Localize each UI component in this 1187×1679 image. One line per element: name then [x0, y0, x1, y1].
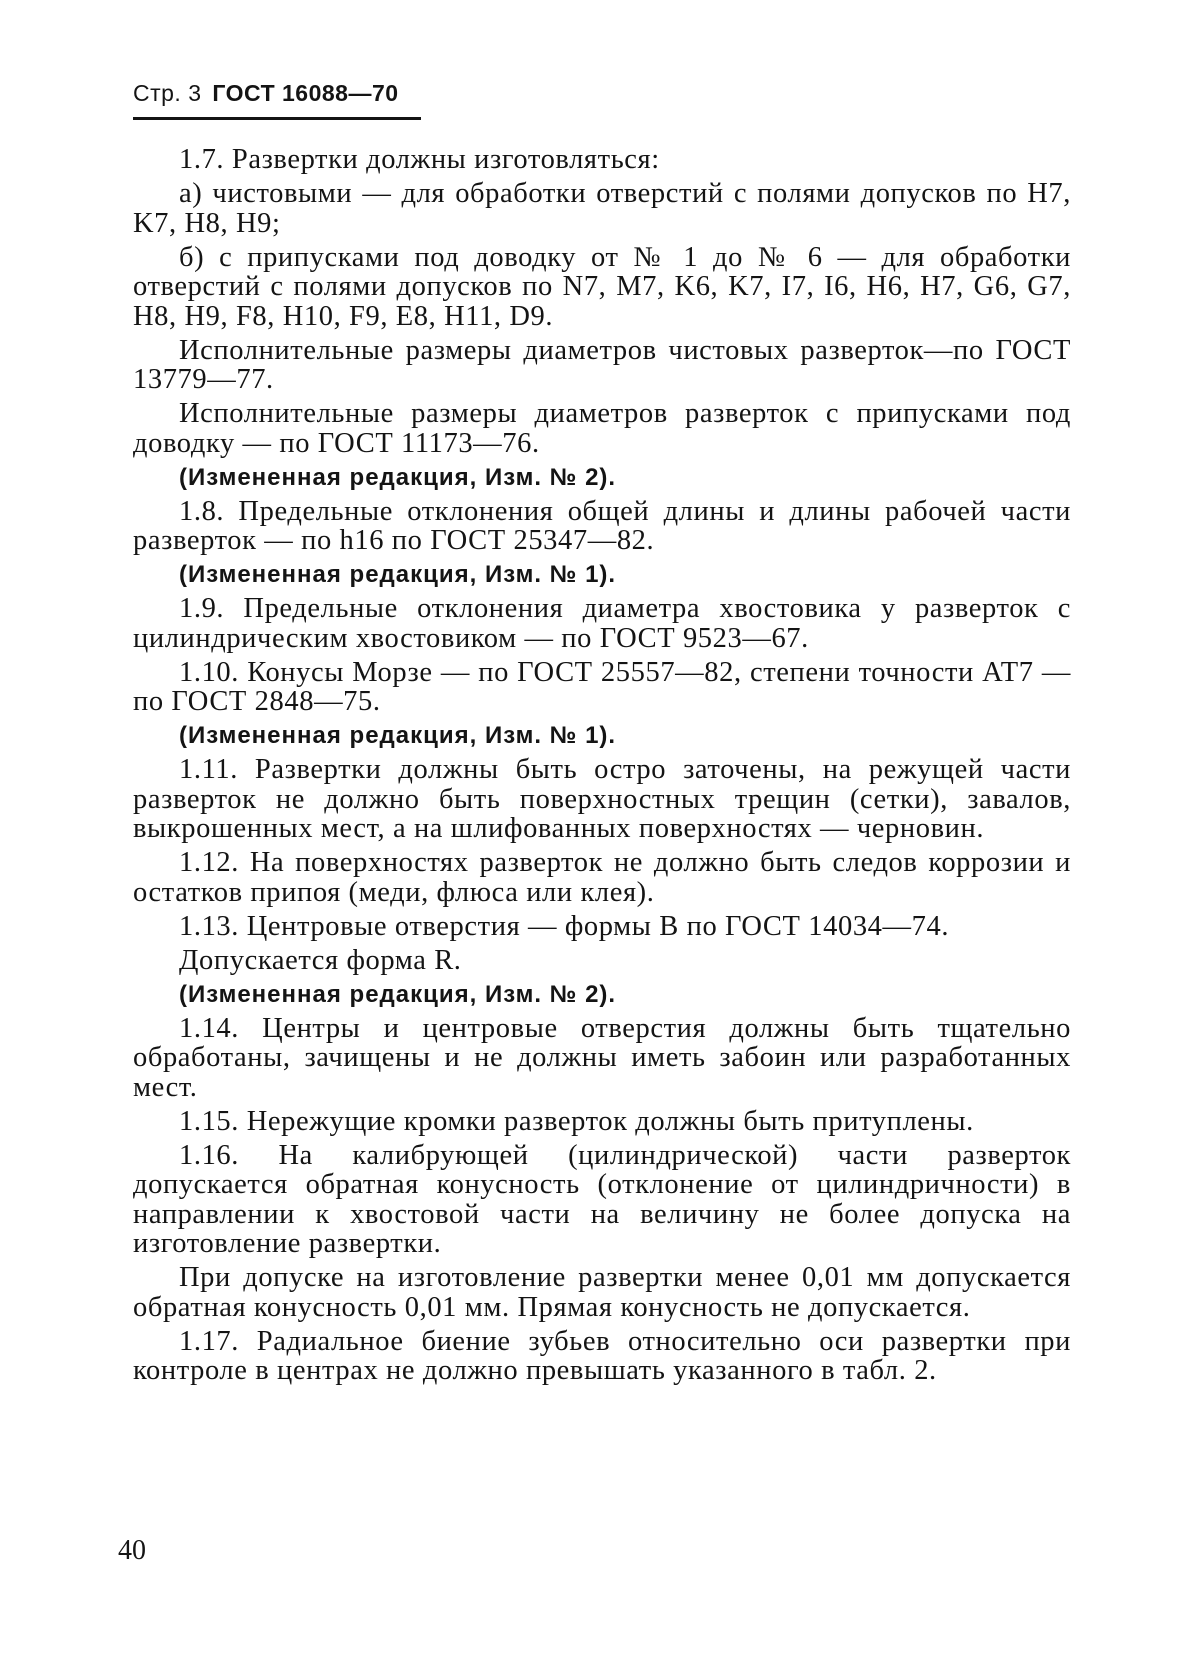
amendment-note: (Измененная редакция, Изм. № 1). — [179, 561, 617, 588]
paragraph: 1.17. Радиальное биение зубьев относительно оси развертки при контроле в центрах не должно превышать указанного в табл. 2. — [133, 1325, 1071, 1386]
paragraph: 1.12. На поверхностях разверток не должно быть следов коррозии и остатков припоя (меди, флюса или клея). — [133, 847, 1071, 908]
paragraph: а) чистовыми — для обработки отверстий с полями допусков по H7, K7, H8, H9; — [133, 178, 1071, 239]
page-number: 40 — [118, 1535, 146, 1566]
paragraph: 1.11. Развертки должны быть остро заточены, на режущей части разверток не должно быть поверхностных трещин (сетки), завалов, выкрошенных мест, а на шлифованных поверхностях — черновин. — [133, 754, 1071, 844]
amendment-note: (Измененная редакция, Изм. № 2). — [179, 980, 617, 1008]
paragraph: 1.14. Центры и центровые отверстия должны быть тщательно обработаны, зачищены и не должны иметь забоин или разработанных мест. — [133, 1012, 1071, 1103]
paragraph: 1.9. Предельные отклонения диаметра хвостовика у разверток с цилиндрическим хвостовиком — по ГОСТ 9523—67. — [133, 593, 1071, 654]
page-header — [133, 80, 399, 107]
paragraph: Исполнительные размеры диаметров чистовых разверток—по ГОСТ 13779—77. — [133, 334, 1071, 395]
paragraph: 1.7. Развертки должны изготовляться: — [179, 144, 660, 175]
paragraph: Исполнительные размеры диаметров разверток с припусками под доводку — по ГОСТ 11173—76. — [133, 398, 1071, 459]
paragraph: 1.8. Предельные отклонения общей длины и длины рабочей части разверток — по h16 по ГОСТ 25347—82. — [133, 495, 1071, 556]
paragraph: б) с припусками под доводку от № 1 до № 6 — для обработки отверстий с полями допусков по N7, M7, K6, K7, I7, I6, H6, H7, G6, G7, H8, H9, F8, H10, F9, E8, H11, D9. — [133, 241, 1071, 332]
header-rule — [133, 117, 421, 120]
document-body — [133, 145, 1071, 1390]
amendment-note: (Измененная редакция, Изм. № 1). — [179, 722, 617, 749]
paragraph: 1.13. Центровые отверстия — формы В по ГОСТ 14034—74. — [179, 910, 950, 942]
paragraph: Допускается форма R. — [179, 944, 462, 976]
paragraph: 1.15. Нережущие кромки разверток должны быть притуплены. — [179, 1105, 974, 1137]
paragraph: При допуске на изготовление развертки менее 0,01 мм допускается обратная конусность 0,01 мм. Прямая конусность не допускается. — [133, 1262, 1071, 1323]
paragraph: 1.16. На калибрующей (цилиндрической) части разверток допускается обратная конусность (отклонение от цилиндричности) в направлении к хвостовой части на величину не более допуска на изготовление развертки. — [133, 1139, 1071, 1259]
amendment-note: (Измененная редакция, Изм. № 2). — [179, 463, 617, 491]
paragraph: 1.10. Конусы Морзе — по ГОСТ 25557—82, степени точности АТ7 — по ГОСТ 2848—75. — [133, 656, 1071, 717]
standard-number: ГОСТ 16088—70 — [212, 80, 399, 106]
page-label: Стр. 3 — [133, 80, 202, 106]
